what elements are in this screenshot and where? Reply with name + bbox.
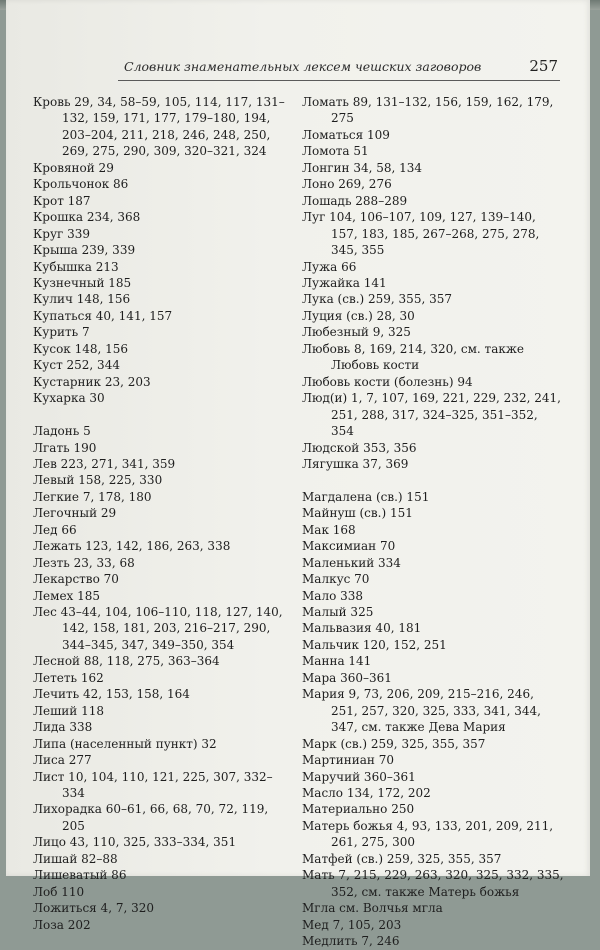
index-entry: Круг 339: [33, 226, 91, 241]
index-entry: Маручий 360–361: [302, 769, 416, 784]
index-entry: Люд(и) 1, 7, 107, 169, 221, 229, 232, 241, 251, 288, 317, 324–325, 351–352, 354: [302, 391, 561, 439]
index-entry: Левый 158, 225, 330: [33, 473, 163, 488]
header-rule: [118, 80, 560, 81]
index-entry: Куст 252, 344: [33, 358, 120, 373]
index-entry: Ладонь 5: [33, 424, 91, 439]
index-entry: Лука (св.) 259, 355, 357: [302, 292, 452, 307]
index-entry: Кухарка 30: [33, 391, 105, 406]
index-entry: Кровяной 29: [33, 160, 114, 175]
index-entry: Кусок 148, 156: [33, 341, 129, 356]
index-entry: Легкие 7, 178, 180: [33, 489, 152, 504]
section-gap: [302, 472, 564, 488]
index-entry: Лед 66: [33, 522, 77, 537]
index-entry: Лемех 185: [33, 588, 101, 603]
page-number: 257: [529, 57, 558, 75]
index-entry: Крот 187: [33, 193, 91, 208]
index-entry: Любовь кости (болезнь) 94: [302, 374, 473, 389]
index-entry: Любовь 8, 169, 214, 320, см. также Любовь кости: [302, 341, 524, 373]
index-entry: Луция (св.) 28, 30: [302, 308, 415, 323]
index-entry: Лужа 66: [302, 259, 357, 274]
index-entry: Лечить 42, 153, 158, 164: [33, 687, 190, 702]
index-entry: Лишай 82–88: [33, 851, 118, 866]
index-entry: Мгла см. Волчья мгла: [302, 901, 443, 916]
index-entry: Медлить 7, 246: [302, 934, 400, 949]
index-entry: Крыша 239, 339: [33, 243, 136, 258]
index-entry: Магдалена (св.) 151: [302, 489, 430, 504]
index-entry: Мало 338: [302, 588, 364, 603]
index-entry: Лоб 110: [33, 884, 85, 899]
index-entry: Масло 134, 172, 202: [302, 786, 431, 801]
index-entry: Лошадь 288–289: [302, 193, 408, 208]
index-entry: Курить 7: [33, 325, 90, 340]
index-entry: Матфей (св.) 259, 325, 355, 357: [302, 851, 502, 866]
index-entry: Маленький 334: [302, 555, 401, 570]
index-entry: Мед 7, 105, 203: [302, 917, 402, 932]
index-entry: Лишеватый 86: [33, 868, 127, 883]
index-entry: Мать 7, 215, 229, 263, 320, 325, 332, 335, 352, см. также Матерь божья: [302, 868, 564, 899]
index-entry: Лихорадка 60–61, 66, 68, 70, 72, 119, 205: [33, 802, 269, 833]
index-entry: Кулич 148, 156: [33, 292, 131, 307]
index-entry: Мак 168: [302, 522, 356, 537]
index-entry: Ломать 89, 131–132, 156, 159, 162, 179, 275: [302, 95, 554, 126]
index-entry: Ломаться 109: [302, 127, 390, 142]
index-entry: Манна 141: [302, 654, 372, 669]
index-entry: Марк (св.) 259, 325, 355, 357: [302, 736, 486, 751]
index-entry: Леший 118: [33, 703, 104, 718]
index-entry: Людской 353, 356: [302, 440, 417, 455]
index-entry: Мария 9, 73, 206, 209, 215–216, 246, 251, 257, 320, 325, 333, 341, 344, 347, см. также Дева Мария: [302, 687, 541, 735]
index-entry: Лезть 23, 33, 68: [33, 555, 135, 570]
index-entry: Липа (населенный пункт) 32: [33, 736, 217, 751]
index-entry: Мальвазия 40, 181: [302, 621, 422, 636]
index-entry: Ломота 51: [302, 144, 369, 159]
index-entry: Лоза 202: [33, 917, 91, 932]
index-entry: Кузнечный 185: [33, 275, 132, 290]
index-entry: Максимиан 70: [302, 539, 396, 554]
index-entry: Лес 43–44, 104, 106–110, 118, 127, 140, 142, 158, 181, 203, 216–217, 290, 344–345, 347, 349–350, 354: [33, 605, 283, 652]
index-entry: Лида 338: [33, 720, 93, 735]
index-entry: Купаться 40, 141, 157: [33, 308, 173, 323]
index-entry: Материально 250: [302, 802, 415, 817]
index-entry: Лететь 162: [33, 670, 104, 685]
index-entry: Крольчонок 86: [33, 177, 129, 192]
index-entry: Кровь 29, 34, 58–59, 105, 114, 117, 131–132, 159, 171, 177, 179–180, 194, 203–204, 211, 218, 246, 248, 250, 269, 275, 290, 309, 320–321, 324: [33, 95, 285, 159]
index-entry: Лист 10, 104, 110, 121, 225, 307, 332–334: [33, 769, 273, 801]
index-entry: Мальчик 120, 152, 251: [302, 637, 447, 652]
index-entry: Матерь божья 4, 93, 133, 201, 209, 211, 261, 275, 300: [302, 818, 554, 850]
index-entry: Лев 223, 271, 341, 359: [33, 456, 176, 471]
index-entry: Лиса 277: [33, 753, 92, 768]
index-entry: Лужайка 141: [302, 275, 387, 290]
index-entry: Малкус 70: [302, 572, 370, 587]
index-column-left: [33, 94, 285, 933]
index-entry: Любезный 9, 325: [302, 325, 411, 340]
index-entry: Лонгин 34, 58, 134: [302, 160, 423, 175]
index-entry: Мара 360–361: [302, 670, 392, 685]
index-column-right: [302, 94, 564, 950]
index-entry: Лгать 190: [33, 440, 97, 455]
index-entry: Лицо 43, 110, 325, 333–334, 351: [33, 835, 237, 850]
index-entry: Крошка 234, 368: [33, 210, 141, 225]
index-entry: Легочный 29: [33, 506, 117, 521]
index-entry: Кустарник 23, 203: [33, 374, 151, 389]
index-entry: Майнуш (св.) 151: [302, 506, 413, 521]
index-entry: Кубышка 213: [33, 259, 119, 274]
index-entry: Лягушка 37, 369: [302, 456, 409, 471]
index-entry: Лесной 88, 118, 275, 363–364: [33, 654, 220, 669]
index-entry: Лоно 269, 276: [302, 177, 392, 192]
index-entry: Ложиться 4, 7, 320: [33, 901, 154, 916]
index-entry: Лекарство 70: [33, 572, 119, 587]
index-entry: Малый 325: [302, 605, 374, 620]
page-header: [118, 58, 560, 78]
index-entry: Мартиниан 70: [302, 753, 394, 768]
running-title: Словник знаменательных лексем чешских заговоров: [124, 59, 482, 74]
index-entry: Лежать 123, 142, 186, 263, 338: [33, 539, 231, 554]
section-gap: [33, 407, 285, 423]
index-entry: Луг 104, 106–107, 109, 127, 139–140, 157, 183, 185, 267–268, 275, 278, 345, 355: [302, 210, 540, 258]
